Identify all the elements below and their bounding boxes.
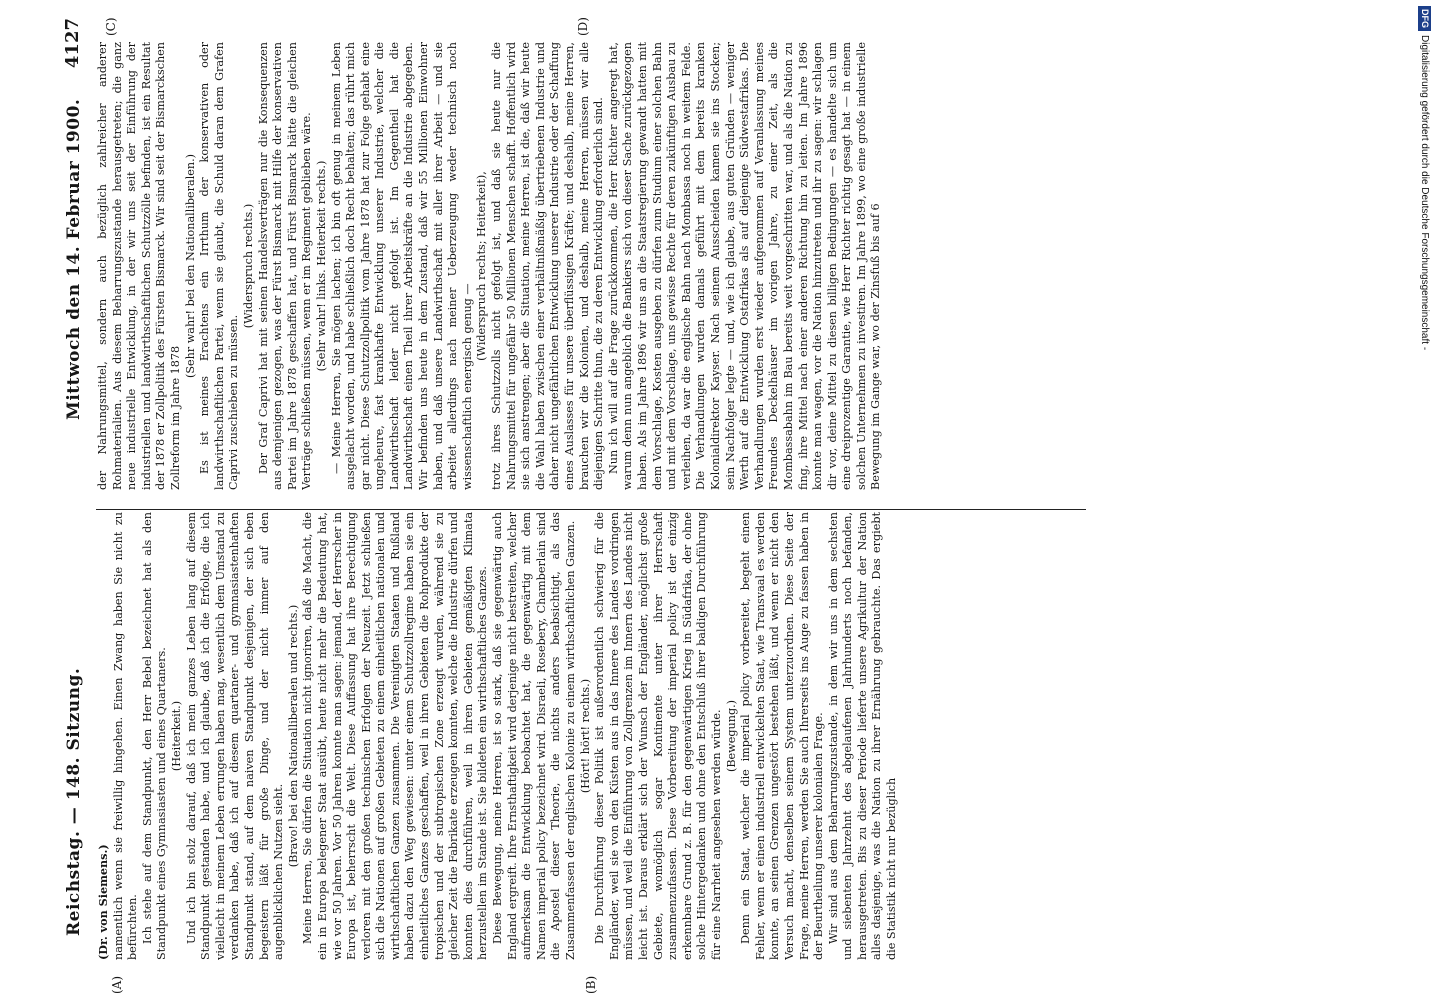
right-paragraph-2: Es ist meines Erachtens ein Irrthum der konservativen oder landwirthschaftlichen Partei, wenn sie glaubt, die Schuld daran dem Grafen Caprivi zuschieben zu müssen.: [198, 42, 241, 490]
speaker-tag-paragraph: [96, 512, 112, 960]
column-divider: [96, 509, 1086, 510]
right-paragraph-4: — Meine Herren, Sie mögen lachen; ich bin oft genug in meinem Leben ausgelacht worden, und habe schließlich doch Recht behalten; das rührt mich gar nicht. Diese Schutzzollpolitik vom Jahre 1878 hat zur Folge gehabt eine ungeheure, fast krankhafte Entwicklung unserer Industrie, welcher die Landwirthschaft leider nicht gefolgt ist. Im Gegentheil hat die Landwirthschaft einen Theil ihrer Arbeitskräfte an die Industrie abgegeben. Wir befinden uns heute in dem Zustand, daß wir 55 Millionen Einwohner haben, und daß unsere Landwirthschaft mit aller ihrer Arbeit — und sie arbeitet allerdings nach meiner Ueberzeugung weder technisch noch wissenschaftlich energisch genug —: [329, 42, 474, 490]
header-session-title: Reichstag. — 148. Sitzung.: [64, 667, 84, 936]
left-paragraph-7: Denn ein Staat, welcher die imperial policy vorbereitet, begeht einen Fehler, wenn er einen industriell entwickelten Staat, wie Transvaal es werden konnte, an seinen Grenzen ungestört bestehen läßt, und wenn er nicht den Versuch macht, denselben seinem System unterzuordnen. Diese Seite der Frage, meine Herren, werden Sie auch Ihrerseits ins Auge zu fassen haben in der Beurtheilung unserer kolonialen Frage.: [739, 512, 826, 960]
digitization-credit: [1414, 0, 1434, 1000]
page-number: 4127: [62, 18, 83, 69]
left-paragraph-6: Die Durchführung dieser Politik ist außerordentlich schwierig für die Engländer, weil sie von den Küsten aus in das Innere des Landes vordringen müssen, und weil die Einführung von Zollgrenzen im Innern des Landes nicht leicht ist. Daraus erklärt sich der Wunsch der Engländer, möglichst große Gebiete, womöglich sogar Kontinente unter ihrer Herrschaft zusammenzufassen. Diese Vorbereitung der imperial policy ist der einzig erkennbare Grund z. B. für den gegenwärtigen Krieg in Südafrika, der ohne solche Hintergedanken und ohne den Entschluß ihrer baldigen Durchführung für eine Narrheit angesehen werden würde.: [593, 512, 723, 960]
right-paragraph-6: Nun ich will auf die Frage zurückkommen, die Herr Richter angeregt hat, warum denn nun angeblich die Bankiers sich von dieser Sache zurückgezogen haben. Als im Jahre 1896 wir uns an die Staatsregierung gewandt hatten mit dem Vorschlage, Kosten ausgeben zu dürfen zum Studium einer solchen Bahn und mit dem Vorschlage, uns gewisse Rechte für deren zukünftigen Ausbau zu verleihen, da war die englische Bahn nach Mombassa noch in weitem Felde. Die Verhandlungen wurden damals geführt mit dem bereits kranken Kolonialdirektor Kayser. Nach seinem Ausscheiden kamen sie ins Stocken; sein Nachfolger legte — und, wie ich glaube, aus guten Gründen — weniger Werth auf die Entwicklung Ostafrikas als auf diejenige Südwestafrikas. Die Verhandlungen wurden erst wieder aufgenommen auf Veranlassung meines Freundes Deckelhäuser im vorigen Jahre, zu einer Zeit, als die Mombassabahn im Bau bereits weit vorgeschritten war, und als die Nation zu fing, ihre Mittel nach einer anderen Richtung hin zu leiten. Im Jahre 1896 konnte man wagen, vor die Nation hinzutreten und ihr zu sagen: wir schlagen dir vor, deine Mittel zu diesen billigen Bedingungen — es handelte sich um eine dreiprozentige Garantie, wie Herr Richter richtig gesagt hat — in einem solchen Unternehmen zu investiren. Im Jahre 1899, wo eine große industrielle Bewegung im Gange war, wo der Zinsfuß bis auf 6: [606, 42, 883, 490]
left-paragraph-1: namentlich wenn sie freiwillig hingehen. Einen Zwang haben Sie nicht zu befürchten.: [111, 512, 140, 960]
right-reaction-2: (Widerspruch rechts.): [241, 203, 255, 329]
left-paragraph-5: Diese Bewegung, meine Herren, ist so stark, daß sie gegenwärtig auch England ergreift. Ihre Ernsthaftigkeit wird derjenige nicht bestreiten, welcher aufmerksam die Entwicklung beobachtet hat, die gegenwärtig mit dem Namen imperial policy bezeichnet wird. Disraeli, Rosebery, Chamberlain sind die Apostel dieser Theorie, die nichts anders beabsichtigt, als das Zusammenfassen der englischen Kolonie zu einem wirthschaftlichen Ganzen.: [491, 512, 577, 960]
margin-marker-c: (C): [104, 17, 118, 36]
right-paragraph-5: trotz ihres Schutzzolls nicht gefolgt ist, und daß sie heute nur die Nahrungsmittel für ungefähr 50 Millionen Menschen schafft. Hoffentlich wird sie sich anstrengen; aber die Situation, meine Herren, ist die, daß wir heute die Wahl haben zwischen einer verhältnißmäßig übertriebenen Industrie und daher nicht ungefährlichen Entwicklung unserer Industrie oder der Schaffung eines Auslasses für unsere überflüssigen Kräfte; und deshalb, meine Herren, brauchen wir die Kolonien, und deshalb, meine Herren, müssen wir alle diejenigen Schritte thun, die zu deren Entwicklung erforderlich sind.: [490, 42, 606, 490]
left-reaction-4: (Bewegung.): [724, 699, 738, 773]
right-reaction-3: (Sehr wahr! links. Heiterkeit rechts.): [314, 160, 328, 372]
margin-marker-a: (A): [110, 975, 124, 994]
right-reaction-4: (Widerspruch rechts; Heiterkeit),: [475, 171, 489, 361]
margin-marker-b: (B): [584, 975, 598, 994]
dfg-logo: DFG: [1418, 6, 1431, 31]
left-paragraph-8: Wir sind aus dem Beharrungszustande, in dem wir uns in dem sechsten und siebenten Jahrzehnt des abgelaufenen Jahrhunderts noch befanden, herausgetreten. Bis zu dieser Periode lieferte unsere Agrikultur der Nation alles dasjenige, was die Nation zu ihrer Ernährung gebrauchte. Das ergiebt die Statistik nicht nur bezüglich: [826, 512, 899, 960]
header-date: Mittwoch den 14. Februar 1900.: [64, 98, 84, 420]
left-reaction-2: (Bravo! bei den Nationalliberalen und rechts.): [286, 604, 300, 868]
credit-inner: [1414, 6, 1434, 350]
speaker-tag: (Dr. von Siemens.): [96, 844, 110, 960]
left-paragraph-3: Und ich bin stolz darauf, daß ich mein ganzes Leben lang auf diesem Standpunkt gestanden habe, und ich glaube, daß ich die Erfolge, die ich vielleicht in meinem Leben errungen haben mag, wesentlich dem Umstand zu verdanken habe, daß ich auf diesem quartaner- und gymnasiastenhaften Standpunkt stand, auf dem naiven Standpunkt desjenigen, der sich eben begeistern läßt für große Dinge, und der nicht immer auf den augenblicklichen Nutzen sieht.: [184, 512, 286, 960]
right-column: [96, 42, 1096, 490]
left-reaction-3: (Hört! hört! rechts.): [578, 678, 592, 794]
digitization-credit-strip: [1414, 0, 1434, 1000]
left-paragraph-2: Ich stehe auf dem Standpunkt, den Herr Bebel bezeichnet hat als den Standpunkt eines Gymnasiasten und eines Quartaners.: [140, 512, 169, 960]
right-paragraph-1: der Nahrungsmittel, sondern auch bezüglich zahlreicher anderer Rohmaterialien. Aus diesem Beharrungszustande herausgetreten; die ganz neue industrielle Entwicklung, in der wir uns seit der Einführung der industriellen und landwirthschaftlichen Schutzzölle befinden, ist ein Resultat der 1878 er Zollpolitik des Fürsten Bismarck. Wir sind seit der Bismarckschen Zollreform im Jahre 1878: [96, 42, 182, 490]
left-reaction-1: (Heiterkeit.): [169, 700, 183, 772]
right-reaction-1: (Sehr wahr! bei den Nationalliberalen.): [183, 153, 197, 379]
credit-text: Digitalisierung gefördert durch die Deutsche Forschungsgemeinschaft -: [1419, 35, 1430, 351]
margin-marker-d: (D): [576, 17, 590, 36]
page-header: [58, 18, 92, 980]
left-paragraph-4: Meine Herren, Sie dürfen die Situation nicht ignoriren, daß die Macht, die ein in Europa belegener Staat ausübt, heute nicht mehr die Bedeutung hat, wie vor 50 Jahren. Vor 50 Jahren konnte man sagen: jemand, der Herrscher in Europa ist, beherrscht die Welt. Diese Auffassung hat ihre Berechtigung verloren mit den großen technischen Erfolgen der Neuzeit. Jetzt schließen sich die Nationen auf großen Gebieten zu einem einheitlichen nationalen und wirthschaftlichen Ganzen zusammen. Die Vereinigten Staaten und Rußland haben dazu den Weg gewiesen: unter einem Schutzzollregime haben sie ein einheitliches Ganzes geschaffen, weil in ihren Gebieten die Rohprodukte der tropischen und der subtropischen Zone erzeugt wurden, während sie zu gleicher Zeit die Fabrikate erzeugen konnten, welche die Industrie dürfen und konnten dies durchführen, weil in ihren Gebieten gemäßigten Klimata herzustellen im Stande ist. Sie bildeten ein wirthschaftliches Ganzes.: [301, 512, 490, 960]
left-column: [96, 512, 1096, 960]
right-paragraph-3: Der Graf Caprivi hat mit seinen Handelsverträgen nur die Konsequenzen aus demjenigen gezogen, was der Fürst Bismarck mit Hilfe der konservativen Partei im Jahre 1878 geschaffen hat, und Fürst Bismarck hätte die gleichen Verträge schließen müssen, wenn er im Regiment geblieben wäre.: [256, 42, 314, 490]
